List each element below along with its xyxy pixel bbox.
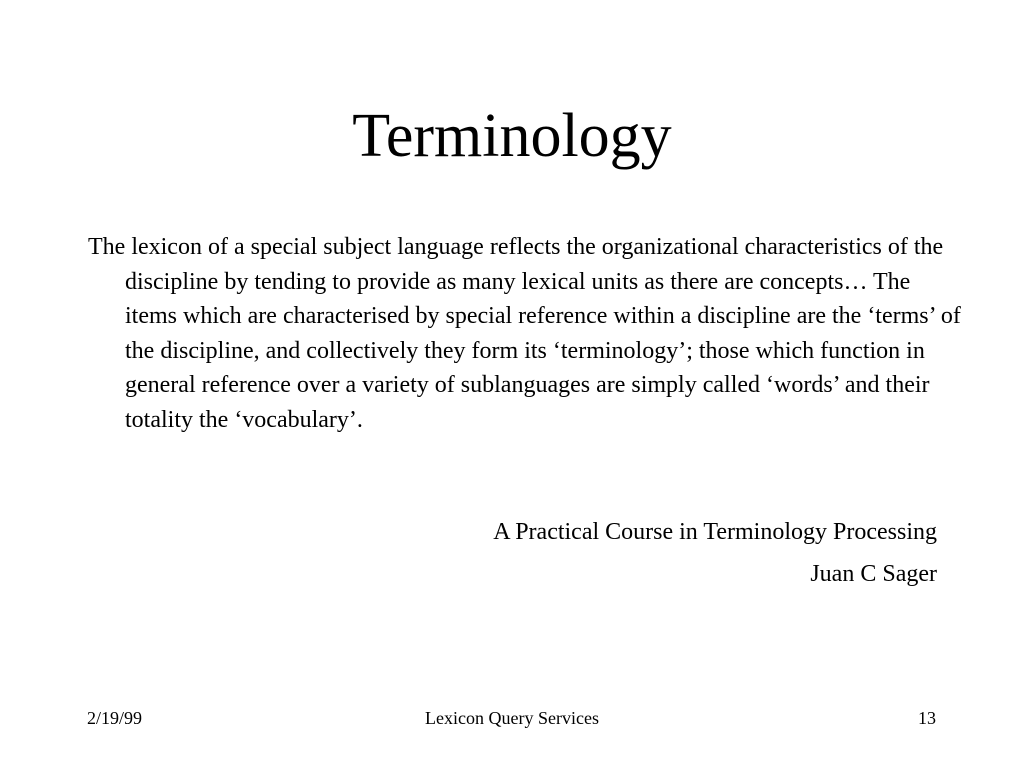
footer-date: 2/19/99 (87, 708, 143, 728)
source-title: A Practical Course in Terminology Processing (493, 519, 937, 545)
quote-paragraph: The lexicon of a special subject language reflects the organizational characteristics of the discipline by tending to provide as many lexical units as there are concepts… The items which are characterised by special reference within a discipline are the ‘terms’ of the discipline, and collectively they form its ‘terminology’; those which function in general reference over a variety of sublanguages are simply called ‘words’ and their totality the ‘vocabulary’. (88, 234, 961, 433)
footer-page-number: 13 (918, 708, 936, 728)
slide-title: Terminology (352, 102, 672, 170)
footer-title: Lexicon Query Services (425, 708, 599, 728)
source-author: Juan C Sager (810, 561, 937, 587)
